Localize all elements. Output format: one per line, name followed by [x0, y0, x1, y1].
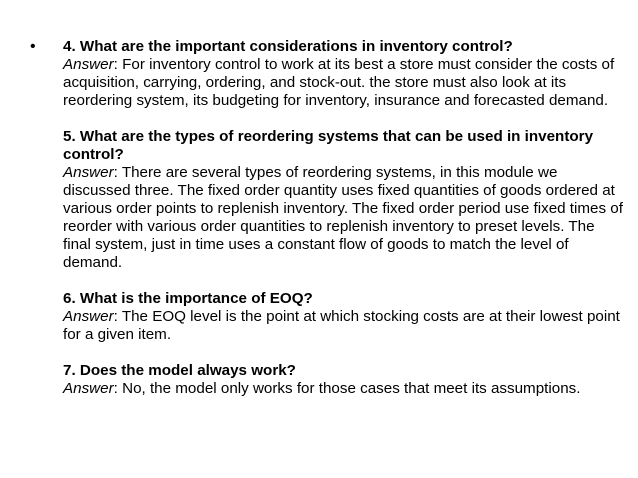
answer-text: : There are several types of reordering systems, in this module we discussed three. The fixed order quantity uses fixed quantities of goods ordered at various order points to replenish inventory. The fixed order period use fixed times of reorder with various order quantities to replenish inventory to preset levels. The final system, just in time uses a constant flow of goods to match the level of demand. — [63, 164, 623, 271]
answer-text: : No, the model only works for those cases that meet its assumptions. — [113, 380, 581, 397]
answer-5 — [63, 164, 623, 272]
question-5: 5. What are the types of reordering systems that can be used in inventory control? — [63, 128, 594, 163]
answer-label: Answer — [63, 164, 114, 181]
answer-7 — [63, 380, 623, 398]
answer-label: Answer — [63, 308, 114, 325]
answer-4 — [63, 56, 623, 110]
answer-text: : The EOQ level is the point at which stocking costs are at their lowest point for a given item. — [63, 308, 620, 343]
answer-label: Answer — [63, 380, 114, 397]
question-6: 6. What is the importance of EOQ? — [63, 290, 313, 307]
qa-list — [63, 38, 623, 416]
qa-item-7 — [63, 362, 623, 398]
qa-item-4 — [63, 38, 623, 110]
question-4: 4. What are the important considerations in inventory control? — [63, 38, 513, 55]
answer-text: : For inventory control to work at its best a store must consider the costs of acquisition, carrying, ordering, and stock-out. the store must also look at its reordering system, its budgeting for inventory, insurance and forecasted demand. — [63, 56, 615, 109]
bullet-marker: • — [30, 38, 36, 55]
question-7: 7. Does the model always work? — [63, 362, 296, 379]
answer-label: Answer — [63, 56, 114, 73]
qa-item-6 — [63, 290, 623, 344]
answer-6 — [63, 308, 623, 344]
qa-item-5 — [63, 128, 623, 272]
